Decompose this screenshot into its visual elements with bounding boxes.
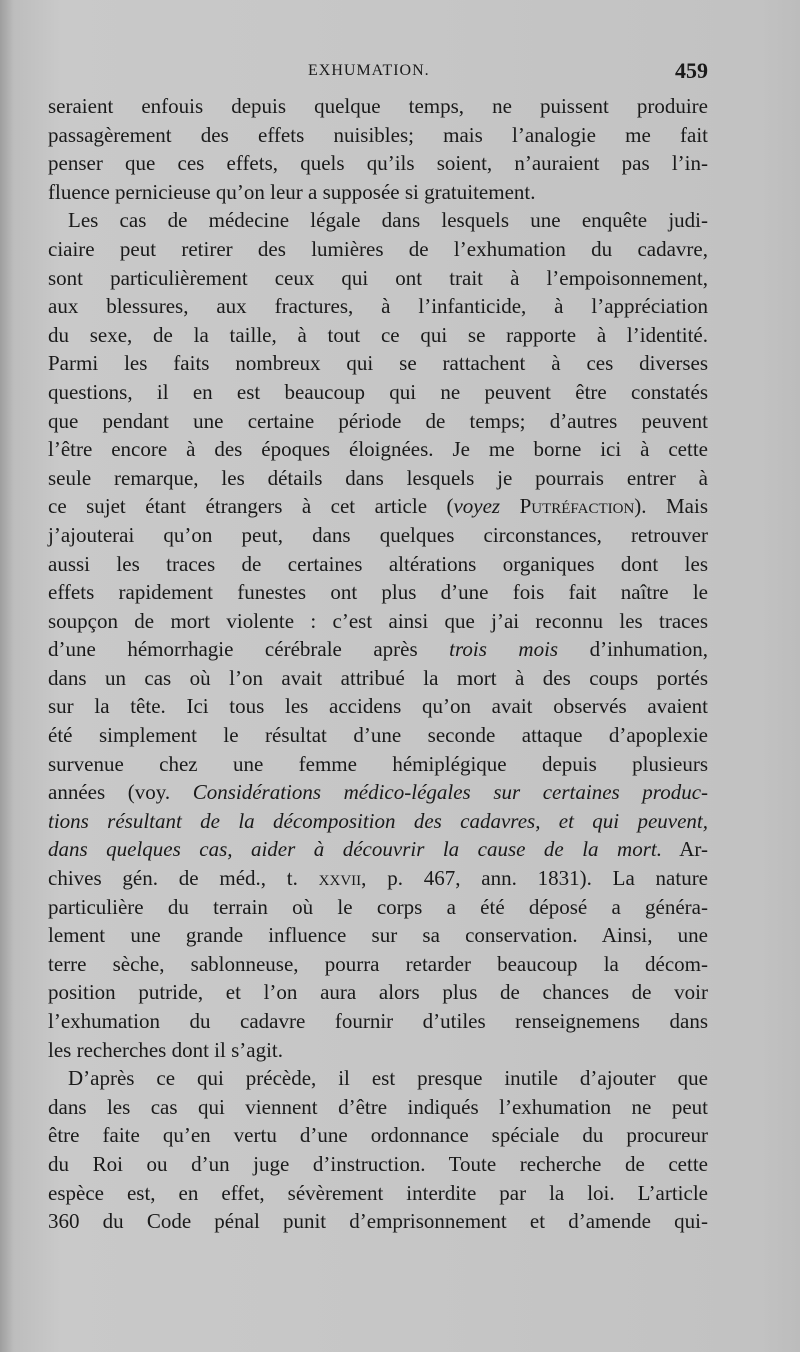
text-segment: fluence pernicieuse qu’on leur a supposée si gratuitement. [48, 179, 536, 204]
text-line [48, 578, 708, 607]
text-line [48, 950, 708, 979]
text-segment: D’après ce qui précède, il est presque inutile d’ajouter que [68, 1066, 708, 1091]
italic-text: trois mois [449, 637, 559, 662]
text-line [48, 321, 708, 350]
text-segment: j’ajouterai qu’on peut, dans quelques circonstances, retrouver [48, 522, 708, 547]
text-segment: dans un cas où l’on avait attribué la mort à des coups portés [48, 665, 708, 690]
text-segment: aux blessures, aux fractures, à l’infanticide, à l’appréciation [48, 294, 708, 319]
text-segment: d’inhumation, [558, 637, 708, 662]
text-segment: l’être encore à des époques éloignées. Je me borne ici à cette [48, 437, 708, 462]
italic-text: tions résultant de la décomposition des cadavres, et qui peuvent, [48, 808, 708, 833]
text-line [48, 92, 708, 121]
text-line [48, 750, 708, 779]
text-segment: Les cas de médecine légale dans lesquels une enquête judi- [68, 208, 708, 233]
text-line [48, 121, 708, 150]
text-segment: terre sèche, sablonneuse, pourra retarder beaucoup la décom- [48, 951, 708, 976]
text-segment: passagèrement des effets nuisibles; mais l’analogie me fait [48, 122, 708, 147]
text-segment: lement une grande influence sur sa conservation. Ainsi, une [48, 923, 708, 948]
text-segment: du Roi ou d’un juge d’instruction. Toute recherche de cette [48, 1151, 708, 1176]
text-segment: , p. 467, ann. 1831). La nature [361, 866, 709, 891]
text-line [48, 378, 708, 407]
text-segment: questions, il en est beaucoup qui ne peuvent être constatés [48, 379, 708, 404]
text-line [48, 235, 708, 264]
italic-text: voyez [453, 494, 501, 519]
text-segment: aussi les traces de certaines altérations organiques dont les [48, 551, 708, 576]
text-segment: penser que ces effets, quels qu’ils soient, n’auraient pas l’in- [48, 151, 708, 176]
text-line [48, 835, 708, 864]
text-segment: dans les cas qui viennent d’être indiqués l’exhumation ne peut [48, 1094, 708, 1119]
text-line [48, 778, 708, 807]
text-segment: l’exhumation du cadavre fournir d’utiles renseignemens dans [48, 1009, 708, 1033]
text-line [48, 721, 708, 750]
text-segment: Parmi les faits nombreux qui se rattachent à ces diverses [48, 351, 708, 376]
text-segment: espèce est, en effet, sévèrement interdite par la loi. L’article [48, 1180, 708, 1205]
text-line [48, 349, 708, 378]
text-line [48, 206, 708, 235]
text-segment: soupçon de mort violente : c’est ainsi que j’ai reconnu les traces [48, 608, 708, 633]
text-line [48, 464, 708, 493]
text-line [48, 1150, 708, 1179]
text-segment [500, 494, 519, 518]
running-title: EXHUMATION. [308, 62, 430, 79]
text-line [48, 1064, 708, 1093]
text-line [48, 807, 708, 836]
text-line [48, 1207, 708, 1236]
small-caps-text: xxvii [318, 866, 362, 891]
text-segment: survenue chez une femme hémiplégique depuis plusieurs [48, 751, 708, 776]
text-segment: les recherches dont il s’agit. [48, 1037, 283, 1062]
text-segment: été simplement le résultat d’une seconde attaque d’apoplexie [48, 723, 708, 748]
text-line [48, 407, 708, 436]
page-header [48, 60, 708, 88]
text-line [48, 664, 708, 693]
text-segment: être faite qu’en vertu d’une ordonnance spéciale du procureur [48, 1123, 708, 1148]
text-segment: chives gén. de méd., t. [48, 866, 319, 891]
text-line [48, 264, 708, 293]
text-line [48, 1007, 708, 1036]
text-segment: du sexe, de la taille, à tout ce qui se rapporte à l’identité. [48, 322, 708, 347]
text-line [48, 521, 708, 550]
text-segment: ciaire peut retirer des lumières de l’exhumation du cadavre, [48, 236, 708, 261]
text-line [48, 178, 708, 207]
text-line [48, 550, 708, 579]
text-segment: années (voy. [48, 780, 193, 805]
body-text [48, 92, 708, 1236]
text-line [48, 607, 708, 636]
text-line [48, 1093, 708, 1122]
text-segment: que pendant une certaine période de temps; d’autres peuvent [48, 408, 708, 433]
text-segment: ). Mais [634, 494, 708, 519]
text-line [48, 1036, 708, 1065]
italic-text: dans quelques cas, aider à découvrir la cause de la mort. [48, 837, 662, 862]
text-line [48, 864, 708, 893]
page-number: 459 [675, 58, 708, 83]
italic-text: Considérations médico-légales sur certaines produc- [192, 780, 709, 805]
text-line [48, 435, 708, 464]
text-segment: position putride, et l’on aura alors plus de chances de voir [48, 980, 708, 1005]
text-line [48, 921, 708, 950]
text-segment: particulière du terrain où le corps a été déposé a généra- [48, 894, 708, 919]
text-line [48, 893, 708, 922]
text-segment: ce sujet étant étrangers à cet article ( [48, 494, 454, 519]
text-line [48, 1121, 708, 1150]
text-segment: Ar- [661, 837, 708, 862]
text-line [48, 292, 708, 321]
text-segment: d’une hémorrhagie cérébrale après [48, 637, 450, 662]
text-line [48, 1179, 708, 1208]
text-line [48, 692, 708, 721]
small-caps-text: Putréfaction [519, 494, 635, 519]
text-segment: seule remarque, les détails dans lesquels je pourrais entrer à [48, 465, 708, 490]
text-line [48, 149, 708, 178]
text-segment: 360 du Code pénal punit d’emprisonnement et d’amende qui- [48, 1209, 708, 1234]
text-line [48, 978, 708, 1007]
text-segment: sont particulièrement ceux qui ont trait à l’empoisonnement, [48, 265, 708, 290]
text-segment: effets rapidement funestes ont plus d’une fois fait naître le [48, 580, 708, 605]
text-segment: seraient enfouis depuis quelque temps, ne puissent produire [48, 94, 708, 118]
text-line [48, 492, 708, 521]
text-line [48, 635, 708, 664]
text-segment: sur la tête. Ici tous les accidens qu’on avait observés avaient [48, 694, 708, 719]
